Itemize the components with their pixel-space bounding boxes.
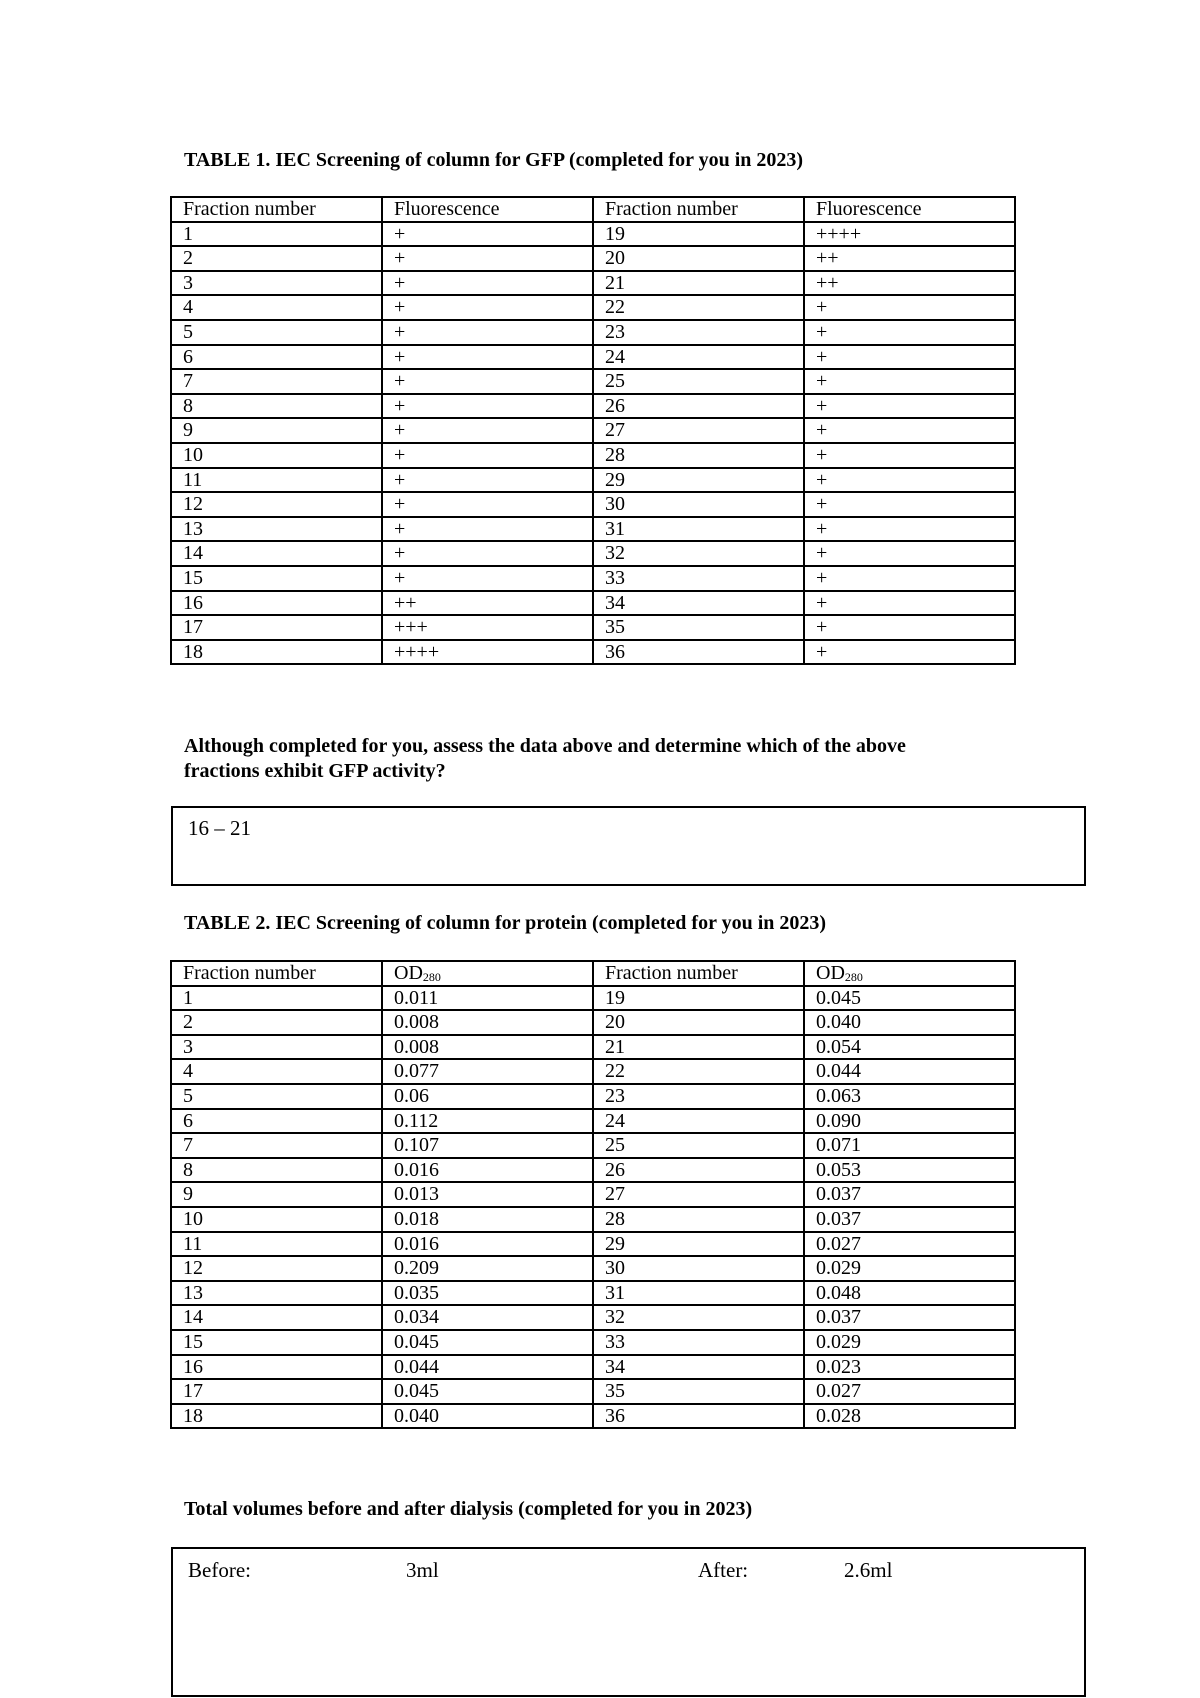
table-cell: 13	[171, 517, 382, 542]
table-row	[171, 1059, 1015, 1084]
table-cell: 2	[171, 1010, 382, 1035]
table-cell: ++++	[382, 640, 593, 665]
after-value: 2.6ml	[844, 1558, 893, 1582]
table-cell: 24	[593, 1109, 804, 1134]
table-cell: 1	[171, 222, 382, 247]
table-cell: 36	[593, 640, 804, 665]
table-row	[171, 1379, 1015, 1404]
table-cell: 31	[593, 1281, 804, 1306]
table-cell: 9	[171, 1182, 382, 1207]
table-cell: 11	[171, 1232, 382, 1257]
od-subscript: 280	[422, 970, 441, 984]
table-cell: 35	[593, 1379, 804, 1404]
table-cell: 0.035	[382, 1281, 593, 1306]
table-cell: 2	[171, 246, 382, 271]
table-cell: +	[382, 320, 593, 345]
table-cell: 0.034	[382, 1305, 593, 1330]
table-cell: 3	[171, 271, 382, 296]
table-cell: 32	[593, 541, 804, 566]
table-cell: 5	[171, 1084, 382, 1109]
table-cell: 0.209	[382, 1256, 593, 1281]
table-cell: 1	[171, 986, 382, 1011]
table-row	[171, 295, 1015, 320]
table-cell: 28	[593, 1207, 804, 1232]
answer-box	[171, 806, 1086, 886]
table-cell: 0.053	[804, 1158, 1015, 1183]
table-cell: 34	[593, 1355, 804, 1380]
table-cell: +	[382, 443, 593, 468]
table-cell: +	[382, 468, 593, 493]
table-cell: 17	[171, 615, 382, 640]
table-cell: 20	[593, 1010, 804, 1035]
table-cell: 27	[593, 418, 804, 443]
table-cell: +	[804, 615, 1015, 640]
table-cell: 0.013	[382, 1182, 593, 1207]
header-cell: Fraction number	[171, 961, 382, 986]
table-row	[171, 418, 1015, 443]
table-cell: +	[382, 394, 593, 419]
table-cell: 0.071	[804, 1133, 1015, 1158]
table-cell: 6	[171, 345, 382, 370]
table-cell: 12	[171, 1256, 382, 1281]
table1-title: TABLE 1. IEC Screening of column for GFP (completed for you in 2023)	[184, 149, 804, 171]
table-cell: +	[804, 443, 1015, 468]
table-row	[171, 1158, 1015, 1183]
table-cell: ++++	[804, 222, 1015, 247]
table-cell: +	[382, 566, 593, 591]
table-row	[171, 1109, 1015, 1134]
header-cell-od	[382, 961, 593, 986]
table-cell: 0.063	[804, 1084, 1015, 1109]
table-cell: ++	[804, 271, 1015, 296]
table-cell: 23	[593, 320, 804, 345]
table-cell: 0.008	[382, 1010, 593, 1035]
table-cell: 0.037	[804, 1305, 1015, 1330]
header-cell: Fraction number	[171, 197, 382, 222]
table-cell: 11	[171, 468, 382, 493]
table-cell: 0.044	[804, 1059, 1015, 1084]
table-cell: 8	[171, 1158, 382, 1183]
table-cell: 0.011	[382, 986, 593, 1011]
table-cell: 0.037	[804, 1207, 1015, 1232]
table-cell: +	[382, 345, 593, 370]
table-cell: 30	[593, 492, 804, 517]
table-row	[171, 591, 1015, 616]
table-cell: +	[382, 492, 593, 517]
table-cell: +	[804, 517, 1015, 542]
table-row	[171, 640, 1015, 665]
table-cell: 16	[171, 591, 382, 616]
table-cell: 0.016	[382, 1158, 593, 1183]
table-row	[171, 345, 1015, 370]
table-row	[171, 271, 1015, 296]
header-cell: Fluorescence	[804, 197, 1015, 222]
table-cell: 36	[593, 1404, 804, 1429]
table-cell: 0.040	[804, 1010, 1015, 1035]
table-cell: 0.040	[382, 1404, 593, 1429]
table-row	[171, 1010, 1015, 1035]
table-cell: 0.029	[804, 1256, 1015, 1281]
after-label: After:	[698, 1558, 749, 1582]
table-row	[171, 468, 1015, 493]
table-cell: 0.107	[382, 1133, 593, 1158]
table-cell: +	[804, 369, 1015, 394]
table-row	[171, 222, 1015, 247]
table-cell: +	[804, 492, 1015, 517]
gfp-fluorescence-table	[170, 196, 1016, 665]
dialysis-title: Total volumes before and after dialysis (completed for you in 2023)	[184, 1498, 753, 1520]
table-row	[171, 1133, 1015, 1158]
table-cell: 0.045	[382, 1379, 593, 1404]
table-cell: 23	[593, 1084, 804, 1109]
table-cell: 32	[593, 1305, 804, 1330]
table-cell: +	[382, 541, 593, 566]
table-cell: 28	[593, 443, 804, 468]
header-cell: Fraction number	[593, 197, 804, 222]
table-cell: +	[804, 418, 1015, 443]
table-cell: 0.023	[804, 1355, 1015, 1380]
table-cell: 16	[171, 1355, 382, 1380]
table-cell: 0.027	[804, 1379, 1015, 1404]
table-cell: 7	[171, 1133, 382, 1158]
table-cell: +	[382, 369, 593, 394]
header-cell: Fraction number	[593, 961, 804, 986]
table-cell: +	[382, 222, 593, 247]
table-cell: +	[804, 566, 1015, 591]
table-header-row	[171, 197, 1015, 222]
table-row	[171, 1084, 1015, 1109]
table-cell: 0.044	[382, 1355, 593, 1380]
table-cell: 0.028	[804, 1404, 1015, 1429]
table-cell: +	[382, 517, 593, 542]
table-cell: 26	[593, 1158, 804, 1183]
table-cell: 14	[171, 1305, 382, 1330]
table-cell: 0.037	[804, 1182, 1015, 1207]
table-cell: 18	[171, 1404, 382, 1429]
table-cell: 31	[593, 517, 804, 542]
table2-title: TABLE 2. IEC Screening of column for protein (completed for you in 2023)	[184, 912, 827, 934]
table-cell: 7	[171, 369, 382, 394]
table-cell: ++	[382, 591, 593, 616]
table-row	[171, 1207, 1015, 1232]
table-cell: 0.016	[382, 1232, 593, 1257]
protein-od-table	[170, 960, 1016, 1429]
table-cell: +	[804, 320, 1015, 345]
header-cell-od	[804, 961, 1015, 986]
table-cell: 29	[593, 1232, 804, 1257]
table-cell: 21	[593, 1035, 804, 1060]
dialysis-box	[171, 1547, 1086, 1697]
table-row	[171, 1305, 1015, 1330]
table-cell: 15	[171, 566, 382, 591]
table-cell: 19	[593, 222, 804, 247]
header-cell: Fluorescence	[382, 197, 593, 222]
table-row	[171, 1256, 1015, 1281]
table-cell: +	[804, 345, 1015, 370]
table-row	[171, 369, 1015, 394]
table-cell: 0.077	[382, 1059, 593, 1084]
od-label: OD	[816, 962, 845, 984]
table-row	[171, 1281, 1015, 1306]
table-cell: 0.029	[804, 1330, 1015, 1355]
table-cell: 0.112	[382, 1109, 593, 1134]
table-cell: 9	[171, 418, 382, 443]
table-cell: 17	[171, 1379, 382, 1404]
table-cell: 22	[593, 295, 804, 320]
table-cell: +	[382, 295, 593, 320]
question-line-2: fractions exhibit GFP activity?	[184, 760, 446, 782]
table-row	[171, 1232, 1015, 1257]
table-cell: +	[804, 468, 1015, 493]
table-row	[171, 320, 1015, 345]
question-line-1: Although completed for you, assess the data above and determine which of the above	[184, 735, 906, 757]
table-cell: 24	[593, 345, 804, 370]
table-row	[171, 615, 1015, 640]
table-cell: 13	[171, 1281, 382, 1306]
table-cell: +	[804, 541, 1015, 566]
table-cell: 29	[593, 468, 804, 493]
table-cell: 10	[171, 1207, 382, 1232]
table-cell: 20	[593, 246, 804, 271]
table-cell: 6	[171, 1109, 382, 1134]
table-cell: 33	[593, 566, 804, 591]
table-cell: 19	[593, 986, 804, 1011]
table-cell: 0.054	[804, 1035, 1015, 1060]
table-row	[171, 1035, 1015, 1060]
table-row	[171, 1404, 1015, 1429]
table-row	[171, 517, 1015, 542]
table-cell: 26	[593, 394, 804, 419]
table-row	[171, 986, 1015, 1011]
table-row	[171, 541, 1015, 566]
table-row	[171, 1355, 1015, 1380]
table-cell: 27	[593, 1182, 804, 1207]
table-cell: 33	[593, 1330, 804, 1355]
table-cell: 0.090	[804, 1109, 1015, 1134]
od-label: OD	[394, 962, 423, 984]
table-cell: 0.045	[382, 1330, 593, 1355]
table-cell: +++	[382, 615, 593, 640]
table-cell: 0.045	[804, 986, 1015, 1011]
table-cell: +	[804, 591, 1015, 616]
table-row	[171, 1182, 1015, 1207]
table-row	[171, 394, 1015, 419]
table-cell: 0.018	[382, 1207, 593, 1232]
table-cell: 25	[593, 1133, 804, 1158]
table-cell: 18	[171, 640, 382, 665]
table-row	[171, 1330, 1015, 1355]
table-cell: +	[382, 418, 593, 443]
table-cell: 8	[171, 394, 382, 419]
table-cell: 34	[593, 591, 804, 616]
table-row	[171, 443, 1015, 468]
table-cell: 35	[593, 615, 804, 640]
table-cell: 21	[593, 271, 804, 296]
table-cell: 0.027	[804, 1232, 1015, 1257]
table-cell: ++	[804, 246, 1015, 271]
table-cell: 30	[593, 1256, 804, 1281]
table-cell: 4	[171, 1059, 382, 1084]
table-cell: 10	[171, 443, 382, 468]
table-cell: 0.06	[382, 1084, 593, 1109]
table-cell: 25	[593, 369, 804, 394]
od-subscript: 280	[844, 970, 863, 984]
table-cell: 12	[171, 492, 382, 517]
table-cell: +	[382, 271, 593, 296]
table-cell: 22	[593, 1059, 804, 1084]
table-header-row	[171, 961, 1015, 986]
table-cell: 15	[171, 1330, 382, 1355]
table-cell: +	[382, 246, 593, 271]
table-row	[171, 492, 1015, 517]
table-cell: 4	[171, 295, 382, 320]
table-cell: 3	[171, 1035, 382, 1060]
table-cell: 0.008	[382, 1035, 593, 1060]
table-cell: +	[804, 394, 1015, 419]
table-cell: 14	[171, 541, 382, 566]
table-cell: 0.048	[804, 1281, 1015, 1306]
table-row	[171, 566, 1015, 591]
table-cell: +	[804, 640, 1015, 665]
before-label: Before:	[188, 1558, 251, 1582]
table-row	[171, 246, 1015, 271]
table-cell: +	[804, 295, 1015, 320]
answer-text: 16 – 21	[188, 816, 251, 840]
table-cell: 5	[171, 320, 382, 345]
before-value: 3ml	[406, 1558, 439, 1582]
